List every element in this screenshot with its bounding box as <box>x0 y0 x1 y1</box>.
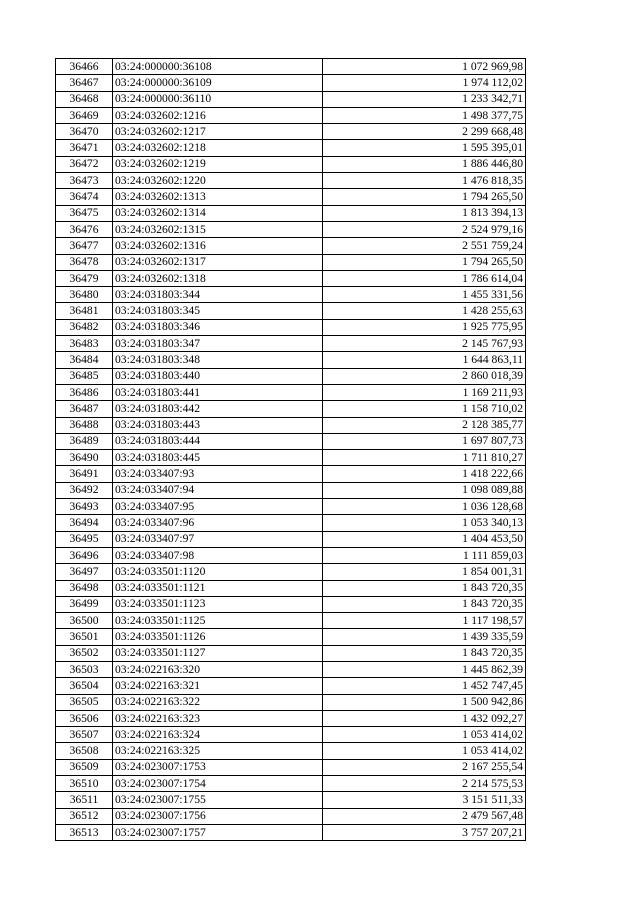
cadastral-number-cell: 03:24:032602:1317 <box>113 254 323 270</box>
table-row <box>56 710 526 726</box>
cadastral-number-cell: 03:24:023007:1757 <box>113 824 323 840</box>
cadastral-number-cell: 03:24:022163:320 <box>113 661 323 677</box>
cadastral-value-cell: 1 053 340,13 <box>323 515 526 531</box>
table-row <box>56 368 526 384</box>
cadastral-number-cell: 03:24:023007:1755 <box>113 792 323 808</box>
cadastral-number-cell: 03:24:031803:346 <box>113 319 323 335</box>
row-number-cell: 36485 <box>56 368 113 384</box>
cadastral-value-cell: 1 117 198,57 <box>323 613 526 629</box>
table-row <box>56 107 526 123</box>
cadastral-value-cell: 1 098 089,88 <box>323 482 526 498</box>
table-row <box>56 91 526 107</box>
row-number-cell: 36500 <box>56 613 113 629</box>
cadastral-value-cell: 2 551 759,24 <box>323 238 526 254</box>
table-row <box>56 254 526 270</box>
cadastral-value-cell: 2 167 255,54 <box>323 759 526 775</box>
row-number-cell: 36497 <box>56 564 113 580</box>
cadastral-number-cell: 03:24:033407:96 <box>113 515 323 531</box>
table-row <box>56 450 526 466</box>
table-row <box>56 401 526 417</box>
row-number-cell: 36511 <box>56 792 113 808</box>
table-row <box>56 694 526 710</box>
table-row <box>56 336 526 352</box>
table-row <box>56 776 526 792</box>
cadastral-value-cell: 1 498 377,75 <box>323 107 526 123</box>
cadastral-value-cell: 1 452 747,45 <box>323 678 526 694</box>
cadastral-number-cell: 03:24:023007:1756 <box>113 808 323 824</box>
cadastral-value-cell: 1 794 265,50 <box>323 189 526 205</box>
cadastral-number-cell: 03:24:022163:322 <box>113 694 323 710</box>
cadastral-value-cell: 1 595 395,01 <box>323 140 526 156</box>
cadastral-number-cell: 03:24:032602:1218 <box>113 140 323 156</box>
row-number-cell: 36495 <box>56 531 113 547</box>
cadastral-value-cell: 1 432 092,27 <box>323 710 526 726</box>
table-row <box>56 661 526 677</box>
row-number-cell: 36476 <box>56 221 113 237</box>
cadastral-number-cell: 03:24:022163:323 <box>113 710 323 726</box>
cadastral-number-cell: 03:24:031803:441 <box>113 384 323 400</box>
row-number-cell: 36475 <box>56 205 113 221</box>
cadastral-value-cell: 1 418 222,66 <box>323 466 526 482</box>
table-row <box>56 613 526 629</box>
row-number-cell: 36496 <box>56 547 113 563</box>
cadastral-value-cell: 1 439 335,59 <box>323 629 526 645</box>
cadastral-number-cell: 03:24:033501:1125 <box>113 613 323 629</box>
cadastral-number-cell: 03:24:033501:1127 <box>113 645 323 661</box>
cadastral-number-cell: 03:24:022163:324 <box>113 727 323 743</box>
table-row <box>56 564 526 580</box>
cadastral-value-cell: 1 476 818,35 <box>323 173 526 189</box>
row-number-cell: 36469 <box>56 107 113 123</box>
table-row <box>56 580 526 596</box>
cadastral-number-cell: 03:24:031803:348 <box>113 352 323 368</box>
cadastral-value-cell: 1 794 265,50 <box>323 254 526 270</box>
table-row <box>56 287 526 303</box>
row-number-cell: 36466 <box>56 59 113 75</box>
table-row <box>56 515 526 531</box>
table-row <box>56 824 526 840</box>
row-number-cell: 36493 <box>56 499 113 515</box>
cadastral-value-cell: 1 854 001,31 <box>323 564 526 580</box>
cadastral-value-cell: 2 479 567,48 <box>323 808 526 824</box>
cadastral-value-cell: 1 813 394,13 <box>323 205 526 221</box>
cadastral-number-cell: 03:24:033501:1121 <box>113 580 323 596</box>
cadastral-number-cell: 03:24:031803:443 <box>113 417 323 433</box>
row-number-cell: 36479 <box>56 270 113 286</box>
cadastral-number-cell: 03:24:000000:36109 <box>113 75 323 91</box>
row-number-cell: 36504 <box>56 678 113 694</box>
cadastral-value-cell: 1 053 414,02 <box>323 727 526 743</box>
table-row <box>56 547 526 563</box>
table-row <box>56 124 526 140</box>
row-number-cell: 36502 <box>56 645 113 661</box>
table-row <box>56 205 526 221</box>
table-row <box>56 743 526 759</box>
row-number-cell: 36477 <box>56 238 113 254</box>
table-row <box>56 156 526 172</box>
cadastral-number-cell: 03:24:033407:98 <box>113 547 323 563</box>
cadastral-value-cell: 1 843 720,35 <box>323 645 526 661</box>
cadastral-value-cell: 1 711 810,27 <box>323 450 526 466</box>
table-row <box>56 727 526 743</box>
table-row <box>56 319 526 335</box>
cadastral-value-cell: 1 843 720,35 <box>323 580 526 596</box>
row-number-cell: 36506 <box>56 710 113 726</box>
table-row <box>56 482 526 498</box>
table-row <box>56 270 526 286</box>
table-row <box>56 173 526 189</box>
cadastral-value-cell: 1 925 775,95 <box>323 319 526 335</box>
cadastral-number-cell: 03:24:000000:36110 <box>113 91 323 107</box>
cadastral-number-cell: 03:24:031803:445 <box>113 450 323 466</box>
cadastral-number-cell: 03:24:033501:1120 <box>113 564 323 580</box>
cadastral-number-cell: 03:24:032602:1216 <box>113 107 323 123</box>
table-row <box>56 596 526 612</box>
cadastral-number-cell: 03:24:031803:344 <box>113 287 323 303</box>
cadastral-value-cell: 1 697 807,73 <box>323 433 526 449</box>
cadastral-number-cell: 03:24:033407:95 <box>113 499 323 515</box>
row-number-cell: 36481 <box>56 303 113 319</box>
cadastral-value-cell: 1 158 710,02 <box>323 401 526 417</box>
row-number-cell: 36492 <box>56 482 113 498</box>
table-row <box>56 499 526 515</box>
row-number-cell: 36494 <box>56 515 113 531</box>
table-row <box>56 417 526 433</box>
cadastral-number-cell: 03:24:023007:1753 <box>113 759 323 775</box>
cadastral-value-cell: 3 151 511,33 <box>323 792 526 808</box>
row-number-cell: 36513 <box>56 824 113 840</box>
cadastral-value-cell: 1 886 446,80 <box>323 156 526 172</box>
row-number-cell: 36483 <box>56 336 113 352</box>
cadastral-number-cell: 03:24:033501:1123 <box>113 596 323 612</box>
table-row <box>56 466 526 482</box>
cadastral-number-cell: 03:24:031803:347 <box>113 336 323 352</box>
row-number-cell: 36489 <box>56 433 113 449</box>
row-number-cell: 36480 <box>56 287 113 303</box>
row-number-cell: 36490 <box>56 450 113 466</box>
cadastral-number-cell: 03:24:031803:442 <box>113 401 323 417</box>
cadastral-value-cell: 1 644 863,11 <box>323 352 526 368</box>
row-number-cell: 36470 <box>56 124 113 140</box>
cadastral-value-cell: 3 757 207,21 <box>323 824 526 840</box>
table-body <box>56 59 526 841</box>
table-row <box>56 384 526 400</box>
row-number-cell: 36505 <box>56 694 113 710</box>
row-number-cell: 36473 <box>56 173 113 189</box>
cadastral-number-cell: 03:24:032602:1314 <box>113 205 323 221</box>
row-number-cell: 36487 <box>56 401 113 417</box>
cadastral-value-cell: 1 445 862,39 <box>323 661 526 677</box>
table-row <box>56 645 526 661</box>
cadastral-value-cell: 1 169 211,93 <box>323 384 526 400</box>
cadastral-value-cell: 1 974 112,02 <box>323 75 526 91</box>
table-row <box>56 678 526 694</box>
cadastral-value-cell: 1 072 969,98 <box>323 59 526 75</box>
table-row <box>56 140 526 156</box>
cadastral-number-cell: 03:24:022163:321 <box>113 678 323 694</box>
table-row <box>56 352 526 368</box>
cadastral-number-cell: 03:24:033407:93 <box>113 466 323 482</box>
cadastral-number-cell: 03:24:033407:97 <box>113 531 323 547</box>
cadastral-value-cell: 2 860 018,39 <box>323 368 526 384</box>
cadastral-value-cell: 1 053 414,02 <box>323 743 526 759</box>
cadastral-number-cell: 03:24:032602:1220 <box>113 173 323 189</box>
cadastral-number-cell: 03:24:022163:325 <box>113 743 323 759</box>
cadastral-value-table <box>55 58 526 841</box>
row-number-cell: 36486 <box>56 384 113 400</box>
cadastral-number-cell: 03:24:032602:1318 <box>113 270 323 286</box>
table-row <box>56 189 526 205</box>
cadastral-number-cell: 03:24:031803:345 <box>113 303 323 319</box>
cadastral-value-cell: 2 299 668,48 <box>323 124 526 140</box>
row-number-cell: 36467 <box>56 75 113 91</box>
cadastral-number-cell: 03:24:023007:1754 <box>113 776 323 792</box>
cadastral-number-cell: 03:24:033501:1126 <box>113 629 323 645</box>
row-number-cell: 36508 <box>56 743 113 759</box>
table-row <box>56 531 526 547</box>
row-number-cell: 36503 <box>56 661 113 677</box>
table-row <box>56 792 526 808</box>
row-number-cell: 36501 <box>56 629 113 645</box>
cadastral-value-cell: 1 404 453,50 <box>323 531 526 547</box>
cadastral-value-cell: 1 428 255,63 <box>323 303 526 319</box>
row-number-cell: 36488 <box>56 417 113 433</box>
cadastral-number-cell: 03:24:031803:444 <box>113 433 323 449</box>
table-row <box>56 303 526 319</box>
row-number-cell: 36484 <box>56 352 113 368</box>
row-number-cell: 36491 <box>56 466 113 482</box>
cadastral-value-cell: 1 111 859,03 <box>323 547 526 563</box>
row-number-cell: 36474 <box>56 189 113 205</box>
cadastral-number-cell: 03:24:033407:94 <box>113 482 323 498</box>
table-row <box>56 759 526 775</box>
row-number-cell: 36498 <box>56 580 113 596</box>
table-row <box>56 629 526 645</box>
cadastral-value-cell: 2 145 767,93 <box>323 336 526 352</box>
row-number-cell: 36499 <box>56 596 113 612</box>
cadastral-number-cell: 03:24:032602:1219 <box>113 156 323 172</box>
row-number-cell: 36468 <box>56 91 113 107</box>
table-row <box>56 75 526 91</box>
cadastral-value-cell: 1 843 720,35 <box>323 596 526 612</box>
cadastral-value-cell: 2 214 575,53 <box>323 776 526 792</box>
cadastral-value-cell: 1 500 942,86 <box>323 694 526 710</box>
row-number-cell: 36472 <box>56 156 113 172</box>
row-number-cell: 36512 <box>56 808 113 824</box>
cadastral-value-cell: 2 128 385,77 <box>323 417 526 433</box>
table-row <box>56 59 526 75</box>
cadastral-number-cell: 03:24:032602:1316 <box>113 238 323 254</box>
cadastral-value-cell: 1 455 331,56 <box>323 287 526 303</box>
row-number-cell: 36510 <box>56 776 113 792</box>
cadastral-number-cell: 03:24:032602:1315 <box>113 221 323 237</box>
row-number-cell: 36507 <box>56 727 113 743</box>
cadastral-number-cell: 03:24:032602:1313 <box>113 189 323 205</box>
cadastral-value-cell: 1 233 342,71 <box>323 91 526 107</box>
table-row <box>56 433 526 449</box>
cadastral-value-cell: 1 786 614,04 <box>323 270 526 286</box>
table-row <box>56 221 526 237</box>
cadastral-value-cell: 1 036 128,68 <box>323 499 526 515</box>
table-row <box>56 808 526 824</box>
row-number-cell: 36471 <box>56 140 113 156</box>
cadastral-number-cell: 03:24:000000:36108 <box>113 59 323 75</box>
row-number-cell: 36482 <box>56 319 113 335</box>
cadastral-number-cell: 03:24:031803:440 <box>113 368 323 384</box>
cadastral-value-cell: 2 524 979,16 <box>323 221 526 237</box>
cadastral-number-cell: 03:24:032602:1217 <box>113 124 323 140</box>
row-number-cell: 36478 <box>56 254 113 270</box>
table-row <box>56 238 526 254</box>
row-number-cell: 36509 <box>56 759 113 775</box>
